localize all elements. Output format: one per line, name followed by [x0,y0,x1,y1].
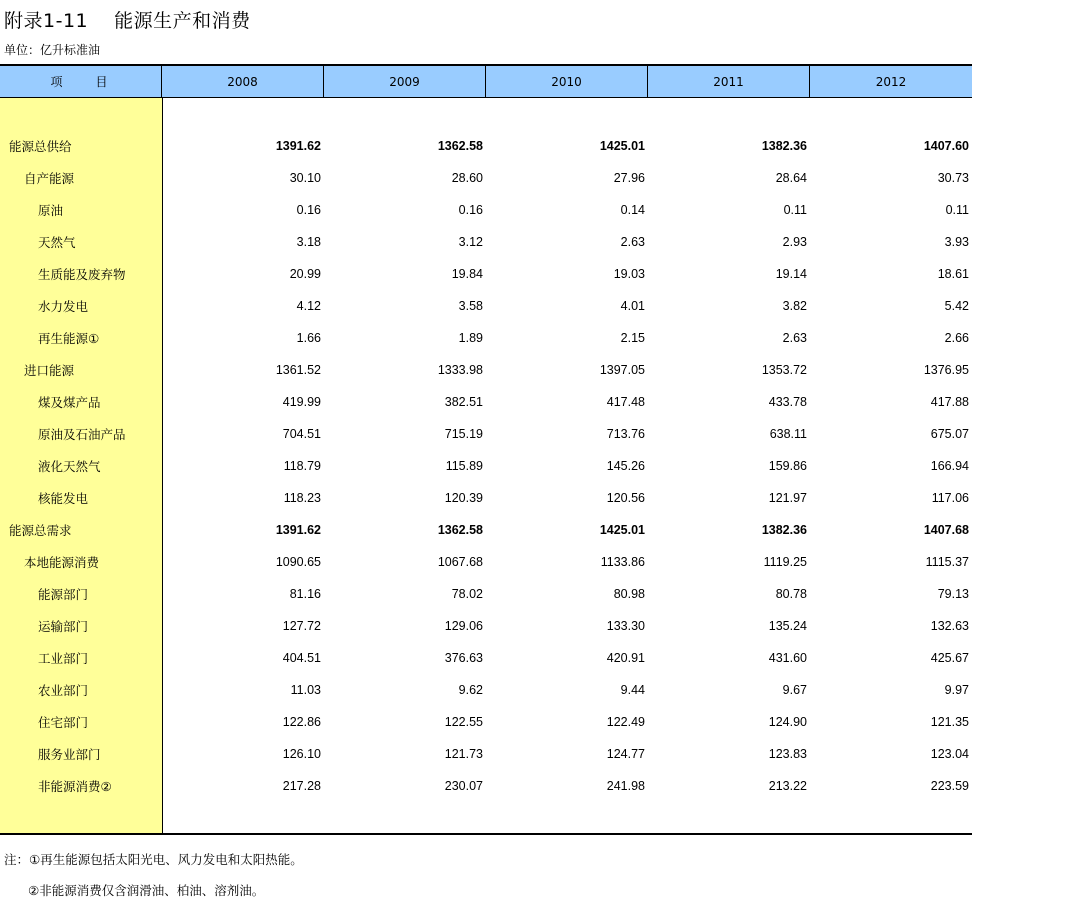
cell-2009: 121.73 [444,747,483,761]
cell-2008: 404.51 [282,651,321,665]
cell-2012: 417.88 [930,395,969,409]
header-item-label: 项 目 [0,66,162,97]
cell-2011: 1382.36 [761,523,807,537]
table-body [0,98,972,835]
cell-2009: 19.84 [451,267,483,281]
table-row [0,482,972,514]
footnote-2: ②非能源消费仅含润滑油、柏油、溶剂油。 [28,883,265,898]
cell-2009: 0.16 [458,203,483,217]
row-label: 服务业部门 [38,747,101,762]
cell-2012: 1115.37 [925,555,969,569]
table-row [0,578,972,610]
cell-2010: 124.77 [606,747,645,761]
cell-2012: 123.04 [930,747,969,761]
table-row [0,610,972,642]
cell-2009: 120.39 [444,491,483,505]
cell-2008: 1090.65 [275,555,321,569]
table-row [0,162,972,194]
cell-2008: 704.51 [282,427,321,441]
cell-2008: 1391.62 [275,523,321,537]
cell-2010: 241.98 [606,779,645,793]
cell-2010: 27.96 [613,171,645,185]
cell-2011: 0.11 [783,203,807,217]
row-label: 核能发电 [38,491,89,506]
cell-2011: 19.14 [775,267,807,281]
cell-2008: 30.10 [289,171,321,185]
cell-2008: 126.10 [282,747,321,761]
row-label: 液化天然气 [38,459,101,474]
cell-2012: 2.66 [944,331,969,345]
cell-2009: 28.60 [451,171,483,185]
cell-2012: 5.42 [944,299,969,313]
cell-2009: 382.51 [444,395,483,409]
header-year-2008: 2008 [162,66,324,97]
table-row [0,322,972,354]
cell-2008: 0.16 [296,203,321,217]
cell-2009: 122.55 [444,715,483,729]
cell-2008: 127.72 [282,619,321,633]
row-label: 生质能及废弃物 [38,267,126,282]
row-label: 本地能源消费 [24,555,100,570]
cell-2009: 1067.68 [437,555,483,569]
cell-2012: 117.06 [931,491,969,505]
cell-2012: 1407.60 [923,139,969,153]
header-year-2011: 2011 [648,66,810,97]
cell-2008: 118.23 [283,491,321,505]
cell-2011: 9.67 [782,683,807,697]
row-label: 水力发电 [38,299,89,314]
cell-2010: 133.30 [606,619,645,633]
cell-2009: 230.07 [444,779,483,793]
table-row [0,674,972,706]
cell-2011: 1353.72 [761,363,807,377]
table-row [0,226,972,258]
cell-2010: 19.03 [613,267,645,281]
cell-2010: 420.91 [606,651,645,665]
cell-2009: 376.63 [444,651,483,665]
cell-2011: 213.22 [768,779,807,793]
cell-2012: 30.73 [937,171,969,185]
row-label: 住宅部门 [38,715,89,730]
cell-2012: 79.13 [937,587,969,601]
cell-2008: 11.03 [290,683,321,697]
cell-2009: 115.89 [445,459,483,473]
cell-2008: 1361.52 [275,363,321,377]
cell-2010: 1133.86 [600,555,645,569]
header-year-2012: 2012 [875,74,907,89]
cell-2008: 217.28 [282,779,321,793]
energy-table [0,64,972,835]
cell-2010: 1397.05 [599,363,645,377]
cell-2008: 118.79 [283,459,321,473]
cell-2009: 3.58 [458,299,483,313]
table-row [0,450,972,482]
table-row [0,290,972,322]
cell-2011: 433.78 [768,395,807,409]
row-label: 进口能源 [24,363,75,378]
cell-2011: 121.97 [768,491,807,505]
row-label: 原油 [38,203,64,218]
cell-2009: 1333.98 [437,363,483,377]
row-label: 煤及煤产品 [38,395,101,410]
cell-2012: 223.59 [930,779,969,793]
table-row [0,706,972,738]
cell-2010: 713.76 [606,427,645,441]
table-row [0,770,972,802]
cell-2011: 2.93 [782,235,807,249]
cell-2012: 425.67 [930,651,969,665]
cell-2008: 20.99 [289,267,321,281]
cell-2011: 123.83 [768,747,807,761]
cell-2009: 9.62 [458,683,483,697]
row-label: 能源总需求 [9,523,72,538]
cell-2011: 1119.25 [763,555,807,569]
cell-2008: 122.86 [282,715,321,729]
cell-2009: 1.89 [458,331,483,345]
cell-2012: 166.94 [930,459,969,473]
cell-2012: 121.35 [930,715,969,729]
cell-2009: 1362.58 [437,523,483,537]
table-row [0,194,972,226]
cell-2010: 122.49 [606,715,645,729]
header-year-2010: 2010 [486,66,648,97]
row-label: 原油及石油产品 [38,427,126,442]
cell-2009: 129.06 [444,619,483,633]
row-label: 天然气 [38,235,76,250]
cell-2010: 417.48 [606,395,645,409]
page-title: 附录1-11 能源生产和消费 [4,10,251,32]
cell-2011: 135.24 [768,619,807,633]
cell-2008: 1391.62 [275,139,321,153]
row-label: 农业部门 [38,683,89,698]
cell-2010: 4.01 [620,299,645,313]
table-header [0,64,972,98]
cell-2011: 1382.36 [761,139,807,153]
cell-2010: 1425.01 [599,523,645,537]
cell-2010: 0.14 [620,203,645,217]
row-label: 再生能源① [38,331,100,346]
cell-2012: 132.63 [930,619,969,633]
table-row [0,418,972,450]
cell-2012: 675.07 [930,427,969,441]
footnote-1: 注：①再生能源包括太阳光电、风力发电和太阳热能。 [4,852,303,867]
cell-2008: 419.99 [282,395,321,409]
table-row [0,546,972,578]
cell-2010: 1425.01 [599,139,645,153]
cell-2008: 1.66 [296,331,321,345]
cell-2009: 3.12 [458,235,483,249]
table-row [0,386,972,418]
cell-2012: 18.61 [937,267,969,281]
cell-2011: 3.82 [782,299,807,313]
row-label: 能源部门 [38,587,89,602]
row-label: 工业部门 [38,651,89,666]
table-row [0,354,972,386]
table-row [0,642,972,674]
table-rows [0,130,972,802]
cell-2009: 78.02 [451,587,483,601]
cell-2010: 80.98 [613,587,645,601]
row-label: 能源总供给 [9,139,72,154]
row-label: 自产能源 [24,171,75,186]
cell-2012: 0.11 [945,203,969,217]
cell-2010: 145.26 [606,459,645,473]
table-row [0,514,972,546]
cell-2008: 4.12 [296,299,321,313]
table-row [0,258,972,290]
cell-2011: 80.78 [775,587,807,601]
cell-2012: 9.97 [944,683,969,697]
cell-2010: 120.56 [606,491,645,505]
cell-2008: 81.16 [289,587,321,601]
cell-2012: 1407.68 [923,523,969,537]
cell-2010: 2.15 [620,331,645,345]
row-label: 非能源消费② [38,779,112,794]
cell-2011: 638.11 [769,427,807,441]
cell-2012: 3.93 [944,235,969,249]
cell-2011: 431.60 [768,651,807,665]
table-row [0,738,972,770]
cell-2008: 3.18 [296,235,321,249]
table-row [0,130,972,162]
cell-2012: 1376.95 [923,363,969,377]
cell-2011: 28.64 [775,171,807,185]
cell-2010: 9.44 [620,683,645,697]
cell-2011: 124.90 [768,715,807,729]
header-year-2009: 2009 [324,66,486,97]
cell-2011: 159.86 [768,459,807,473]
cell-2009: 1362.58 [437,139,483,153]
cell-2011: 2.63 [782,331,807,345]
unit-label: 单位：亿升标准油 [4,43,101,57]
cell-2009: 715.19 [444,427,483,441]
row-label: 运输部门 [38,619,89,634]
cell-2010: 2.63 [620,235,645,249]
